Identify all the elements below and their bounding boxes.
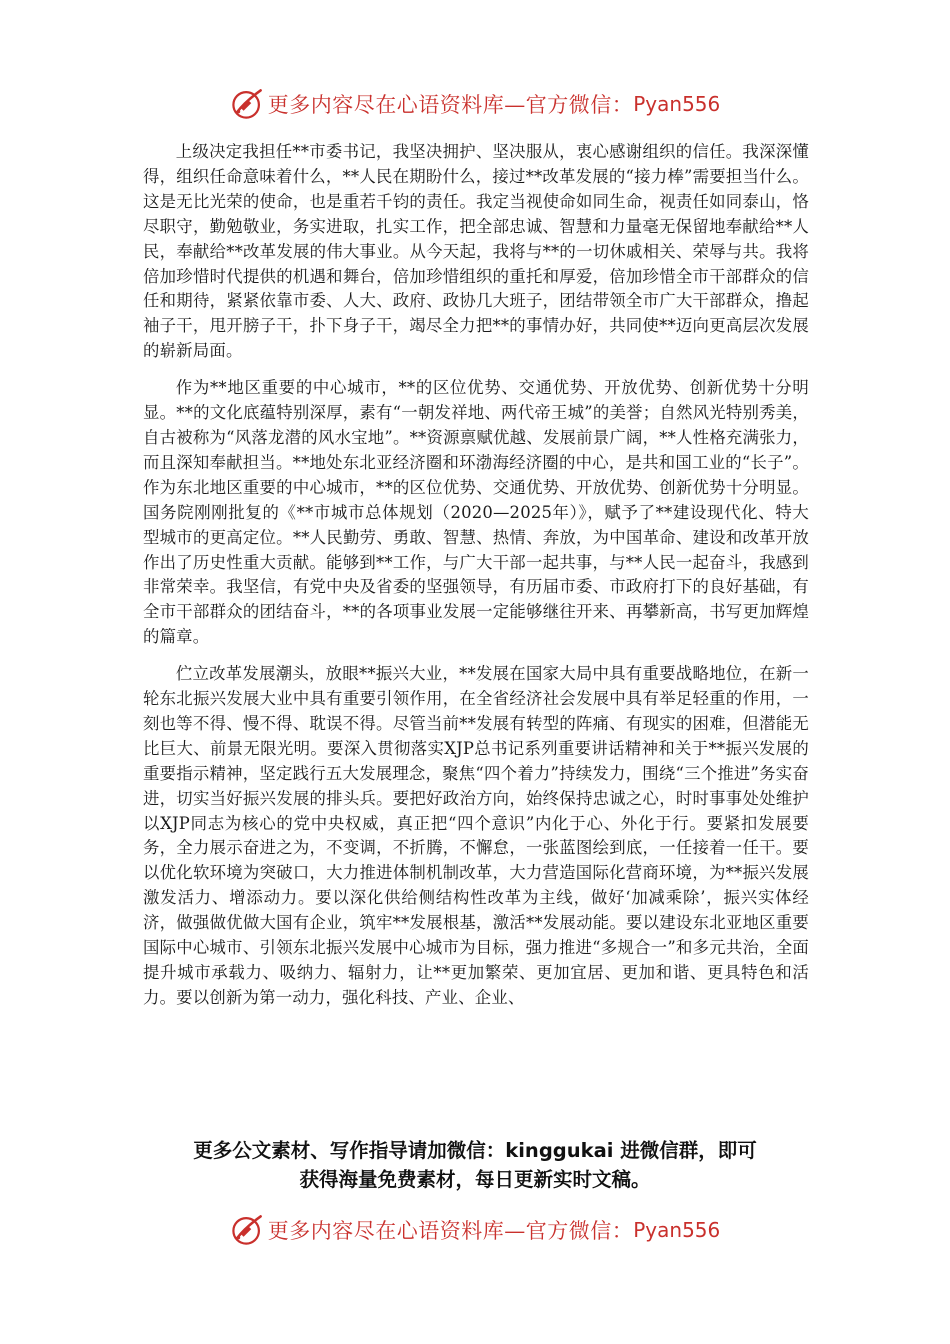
document-body [143, 140, 809, 1023]
promo-line-1: 更多公文素材、写作指导请加微信：kinggukai 进微信群，即可 [193, 1139, 757, 1162]
watermark-handle: Pyan556 [633, 1218, 721, 1242]
watermark-handle: Pyan556 [633, 92, 721, 116]
promo-notice [80, 1136, 870, 1194]
header-watermark [0, 84, 950, 124]
pen-logo-icon [230, 87, 264, 121]
paragraph-3: 伫立改革发展潮头，放眼**振兴大业，**发展在国家大局中具有重要战略地位，在新一轮东北振兴发展大业中具有重要引领作用，在全省经济社会发展中具有举足轻重的作用，一刻也等不得、慢不得、耽误不得。尽管当前**发展有转型的阵痛、有现实的困难，但潜能无比巨大、前景无限光明。要深入贯彻落实XJP总书记系列重要讲话精神和关于**振兴发展的重要指示精神，坚定践行五大发展理念，聚焦“四个着力”持续发力，围绕“三个推进”务实奋进，切实当好振兴发展的排头兵。要把好政治方向，始终保持忠诚之心，时时事事处处维护以XJP同志为核心的党中央权威，真正把“四个意识”内化于心、外化于行。要紧扣发展要务，全力展示奋进之为，不变调，不折腾，不懈怠，一张蓝图绘到底，一任接着一任干。要以优化软环境为突破口，大力推进体制机制改革，大力营造国际化营商环境，为**振兴发展激发活力、增添动力。要以深化供给侧结构性改革为主线，做好‘加减乘除’，振兴实体经济，做强做优做大国有企业，筑牢**发展根基，激活**发展动能。要以建设东北亚地区重要国际中心城市、引领东北振兴发展中心城市为目标，强力推进“多规合一”和多元共治，全面提升城市承载力、吸纳力、辐射力，让**更加繁荣、更加宜居、更加和谐、更具特色和活力。要以创新为第一动力，强化科技、产业、企业、 [143, 664, 809, 1007]
footer-watermark [0, 1210, 950, 1250]
watermark-text: 更多内容尽在心语资料库—官方微信： [267, 1219, 634, 1243]
promo-line-2: 获得海量免费素材，每日更新实时文稿。 [299, 1168, 651, 1191]
pen-logo-icon [230, 1213, 264, 1247]
watermark-text: 更多内容尽在心语资料库—官方微信： [267, 93, 634, 117]
paragraph-1: 上级决定我担任**市委书记，我坚决拥护、坚决服从，衷心感谢组织的信任。我深深懂得，组织任命意味着什么，**人民在期盼什么，接过**改革发展的“接力棒”需要担当什么。这是无比光荣的使命，也是重若千钧的责任。我定当视使命如同生命，视责任如同泰山，恪尽职守，勤勉敬业，务实进取，扎实工作，把全部忠诚、智慧和力量毫无保留地奉献给**人民，奉献给**改革发展的伟大事业。从今天起，我将与**的一切休戚相关、荣辱与共。我将倍加珍惜时代提供的机遇和舞台，倍加珍惜组织的重托和厚爱，倍加珍惜全市干部群众的信任和期待，紧紧依靠市委、人大、政府、政协几大班子，团结带领全市广大干部群众，撸起袖子干，甩开膀子干，扑下身子干，竭尽全力把**的事情办好，共同使**迈向更高层次发展的崭新局面。 [143, 142, 809, 361]
paragraph-2: 作为**地区重要的中心城市，**的区位优势、交通优势、开放优势、创新优势十分明显。**的文化底蕴特别深厚，素有“一朝发祥地、两代帝王城”的美誉；自然风光特别秀美，自古被称为“风落龙潜的风水宝地”。**资源禀赋优越、发展前景广阔，**人性格充满张力，而且深知奉献担当。**地处东北亚经济圈和环渤海经济圈的中心，是共和国工业的“长子”。作为东北地区重要的中心城市，**的区位优势、交通优势、开放优势、创新优势十分明显。国务院刚刚批复的《**市城市总体规划（2020—2025年）》，赋予了**建设现代化、特大型城市的更高定位。**人民勤劳、勇敢、智慧、热情、奔放，为中国革命、建设和改革开放作出了历史性重大贡献。能够到**工作，与广大干部一起共事，与**人民一起奋斗，我感到非常荣幸。我坚信，有党中央及省委的坚强领导，有历届市委、市政府打下的良好基础，有全市干部群众的团结奋斗，**的各项事业发展一定能够继往开来、再攀新高，书写更加辉煌的篇章。 [143, 378, 809, 647]
